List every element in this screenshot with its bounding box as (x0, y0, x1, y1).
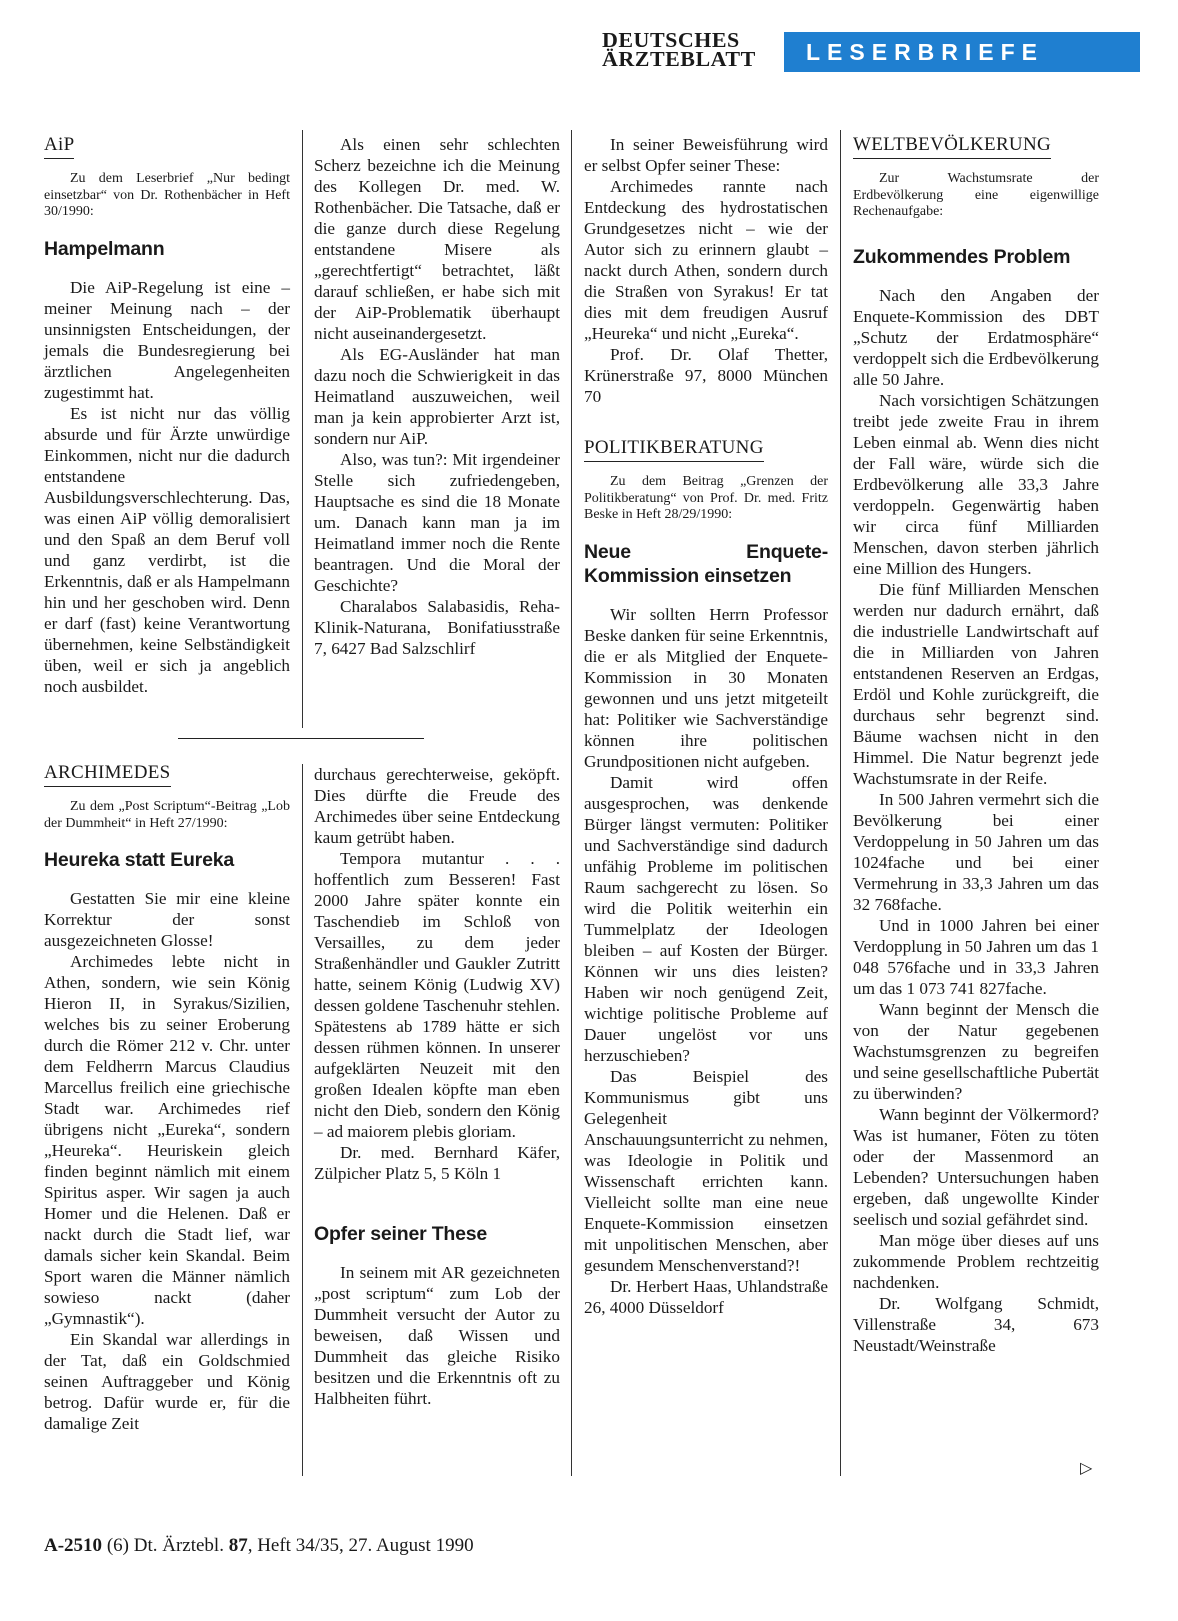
article-aip (44, 134, 290, 697)
paragraph: Archimedes lebte nicht in Athen, sondern, wie sein König Hieron II, in Syrakus/Sizilien, welches bis zu seiner Eroberung durch die Römer 212 v. Chr. unter dem Feldherrn Marcus Claudius Marcellus freilich eine griechische Stadt war. Archimedes rief übrigens nicht „Eureka“, sondern „Heureka“. Heuriskein gleich finden beginnt nämlich mit einem Spiritus asper. Wir sagen ja auch Homer und die Helenen. Daß er nackt durch die Stadt lief, war damals sicher kein Skandal. Beim Sport waren die Männer nämlich sowieso nackt (daher „Gymnastik“). (44, 952, 290, 1328)
page-footer (44, 1535, 474, 1557)
rubric-archimedes: ARCHIMEDES (44, 762, 171, 787)
paragraph: Nach den Angaben der Enquete-Kommission des DBT „Schutz der Erdatmosphäre“ verdoppelt sich die Erdbevölkerung alle 50 Jahre. (853, 285, 1099, 389)
paragraph: In 500 Jahren vermehrt sich die Bevölkerung bei einer Verdoppelung in 50 Jahren um das 1024fache und bei einer Vermehrung in 33,3 Jahren um das 32 768fache. (853, 789, 1099, 914)
headline-opfer: Opfer seiner These (314, 1223, 488, 1245)
paragraph: Als einen sehr schlechten Scherz bezeichne ich die Meinung des Kollegen Dr. med. W. Rothenbächer. Die Tatsache, daß er die ganze durch diese Regelung entstandene Misere als „gerechtfertigt“ betrachtet, läßt darauf schließen, er habe sich mit der AiP-Problematik überhaupt nicht auseinandergesetzt. (314, 135, 560, 343)
paragraph: Wann beginnt der Völkermord? Was ist humaner, Föten zu töten oder der Massenmord an Lebenden? Untersuchungen haben ergeben, daß ungewollte Kinder seelisch und sozial gefährdet sind. (853, 1104, 1099, 1229)
paragraph: Als EG-Ausländer hat man dazu noch die Schwierigkeit in das Heimatland auszuweichen, weil man ja kein approbierter Arzt ist, sondern nur AiP. (314, 345, 560, 448)
headline-heureka: Heureka statt Eureka (44, 849, 235, 871)
article-archimedes-continued (314, 764, 560, 1409)
paragraph: Damit wird offen ausgesprochen, was denkende Bürger längst vermuten: Politiker und Sachverständige sind dadurch unfähig Probleme im politischen Raum sachgerecht zu lösen. So wird die Politik weiterhin ein Tummelplatz der Ideologen bleiben – auf Kosten der Bürger. Können wir uns dies leisten? Haben wir noch genügend Zeit, wichtige politische Probleme auf Dauer ungelöst vor uns herzuschieben? (584, 772, 828, 1065)
intro-archimedes: Zu dem „Post Scriptum“-Beitrag „Lob der Dummheit“ in Heft 27/1990: (44, 799, 290, 831)
signature: Dr. med. Bernhard Käfer, Zülpicher Platz 5, 5 Köln 1 (314, 1143, 560, 1183)
article-archimedes (44, 762, 290, 1434)
footer-text: (6) Dt. Ärztebl. (102, 1535, 229, 1556)
intro-welt: Zur Wachstumsrate der Erdbevölkerung eine eigenwillige Rechenaufgabe: (853, 171, 1099, 219)
paragraph: Gestatten Sie mir eine kleine Korrektur der sonst ausgezeichneten Glosse! (44, 889, 290, 950)
footer-text: , Heft 34/35, 27. August 1990 (247, 1535, 474, 1556)
paragraph: Die AiP-Regelung ist eine – meiner Meinung nach – der unsinnigsten Entscheidungen, der jemals die Bundesregierung bei ärztlichen Angelegenheiten zugestimmt hat. (44, 277, 290, 402)
intro-politik: Zu dem Beitrag „Grenzen der Politikberatung“ von Prof. Dr. med. Fritz Beske in Heft 28/29/1990: (584, 474, 828, 522)
column-rule (302, 764, 303, 1476)
rubric-politik: POLITIKBERATUNG (584, 437, 764, 462)
signature: Charalabos Salabasidis, Reha-Klinik-Naturana, Bonifatiusstraße 7, 6427 Bad Salzschlirf (314, 597, 560, 658)
paragraph: Und in 1000 Jahren bei einer Verdopplung in 50 Jahren um das 1 048 576fache und in 33,3 Jahren um das 1 073 741 827fache. (853, 915, 1099, 998)
rubric-welt: WELTBEVÖLKERUNG (853, 134, 1051, 159)
paragraph: In seinem mit AR gezeichneten „post scriptum“ zum Lob der Dummheit versucht der Autor zu beweisen, daß Wissen und Dummheit das gleiche Risiko besitzen und die Erkenntnis oft zu Halbheiten führt. (314, 1263, 560, 1408)
footer-volume: 87 (228, 1535, 248, 1556)
continue-arrow-icon: ▷ (1080, 1460, 1093, 1477)
column-rule (302, 130, 303, 728)
column-rule (840, 130, 841, 1476)
paragraph: durchaus gerechterweise, geköpft. Dies dürfte die Freude des Archimedes über seine Entdeckung kaum getrübt haben. (314, 765, 560, 847)
paragraph: Archimedes rannte nach Entdeckung des hydrostatischen Grundgesetzes nicht – wie der Autor sich zu erinnern glaubt – nackt durch Athen, sondern durch die Straßen von Syrakus! Er tat dies mit dem freudigen Ausruf „Heureka“ und nicht „Eureka“. (584, 177, 828, 343)
signature: Prof. Dr. Olaf Thetter, Krünerstraße 97, 8000 München 70 (584, 345, 828, 406)
paragraph: In seiner Beweisführung wird er selbst Opfer seiner These: (584, 135, 828, 175)
paragraph: Das Beispiel des Kommunismus gibt uns Gelegenheit Anschauungsunterricht zu nehmen, was Ideologie in Politik und Wissenschaft errichten kann. Vielleicht sollte man eine neue Enquete-Kommission einsetzen mit unpolitischen Menschen, aber gesundem Menschenverstand?! (584, 1066, 828, 1275)
logo-line-1: DEUTSCHES (602, 28, 740, 52)
column-3 (584, 134, 828, 1318)
headline-hampelmann: Hampelmann (44, 237, 165, 260)
article-weltbevoelkerung (853, 134, 1099, 1356)
paragraph: Ein Skandal war allerdings in der Tat, daß ein Goldschmied seinen Auftraggeber und König betrog. Dafür wurde er, für die damalige Zeit (44, 1330, 290, 1433)
paragraph: Nach vorsichtigen Schätzungen treibt jede zweite Frau in ihrem Leben einmal ab. Wenn dies nicht der Fall wäre, würde sich die Erdbevölkerung alle 33,3 Jahre verdoppeln. Gegenwärtig haben wir circa fünf Milliarden Menschen, davon sterben jährlich eine Million des Hungers. (853, 390, 1099, 578)
article-aip-continued (314, 134, 560, 659)
column-rule (571, 130, 572, 1476)
paragraph: Es ist nicht nur das völlig absurde und für Ärzte unwürdige Einkommen, nicht nur die dadurch entstandene Ausbildungsverschlechterung. Das, was einen AiP völlig demoralisiert und den Spaß an dem Beruf voll und ganz verdirbt, ist die Erkenntnis, daß er als Hampelmann hin und her geschoben wird. Denn er darf (fast) keine Verantwortung übernehmen, keine Selbständigkeit üben, weil er sich ja angeblich noch ausbildet. (44, 403, 290, 696)
section-banner: LESERBRIEFE (784, 32, 1140, 72)
signature: Dr. Herbert Haas, Uhlandstraße 26, 4000 Düsseldorf (584, 1276, 828, 1317)
paragraph: Wir sollten Herrn Professor Beske danken für seine Erkenntnis, die er als Mitglied der Enquete-Kommission in 30 Monaten gewonnen und uns jetzt mitgeteilt hat: Politiker wie Sachverständige können ihre politischen Grundpositionen nicht aufgeben. (584, 604, 828, 771)
paragraph: Also, was tun?: Mit irgendeiner Stelle sich zufriedengeben, Hauptsache es sind die 18 Monate um. Danach kann man ja im Heimatland immer noch die Rente beantragen. Und die Moral der Geschichte? (314, 450, 560, 595)
journal-logo (602, 28, 756, 71)
rubric-aip: AiP (44, 134, 74, 159)
logo-line-2: ÄRZTEBLATT (602, 47, 756, 71)
headline-zukommendes: Zukommendes Problem (853, 245, 1071, 268)
paragraph: Wann beginnt der Mensch die von der Natur gegebenen Wachstumsgrenzen zu begreifen und seine gesellschaftliche Pubertät zu überwinden? (853, 999, 1099, 1103)
masthead (602, 30, 1142, 78)
page-number: A-2510 (44, 1535, 103, 1556)
paragraph: Man möge über dieses auf uns zukommende Problem rechtzeitig nachdenken. (853, 1230, 1099, 1292)
signature: Dr. Wolfgang Schmidt, Villenstraße 34, 673 Neustadt/Weinstraße (853, 1293, 1099, 1355)
paragraph: Die fünf Milliarden Menschen werden nur dadurch ernährt, daß die industrielle Landwirtschaft auf die in Milliarden von Jahren entstandenen Reserven an Erdgas, Erdöl und Kohle zurückgreift, die durchaus sehr begrenzt sind. Bäume wachsen nicht in den Himmel. Die Natur begrenzt jede Wachstumsrate in der Reife. (853, 579, 1099, 788)
headline-enquete: Neue Enquete-Kommission einsetzen (584, 540, 828, 587)
article-separator (178, 738, 424, 739)
intro-aip: Zu dem Leserbrief „Nur bedingt einsetzbar“ von Dr. Rothenbächer in Heft 30/1990: (44, 171, 290, 219)
paragraph: Tempora mutantur . . . hoffentlich zum Besseren! Fast 2000 Jahre später konnte ein Taschendieb im Schloß von Versailles, zu dem jeder Straßenhändler und Gaukler Zutritt hatte, seinem König (Ludwig XV) dessen goldene Taschenuhr stehlen. Spätestens ab 1789 hätte er sich dessen rühmen können. In unserer aufgeklärten Neuzeit mit den großen Idealen köpfte man eben nicht den Dieb, sondern den König – ad maiorem plebis gloriam. (314, 849, 560, 1141)
